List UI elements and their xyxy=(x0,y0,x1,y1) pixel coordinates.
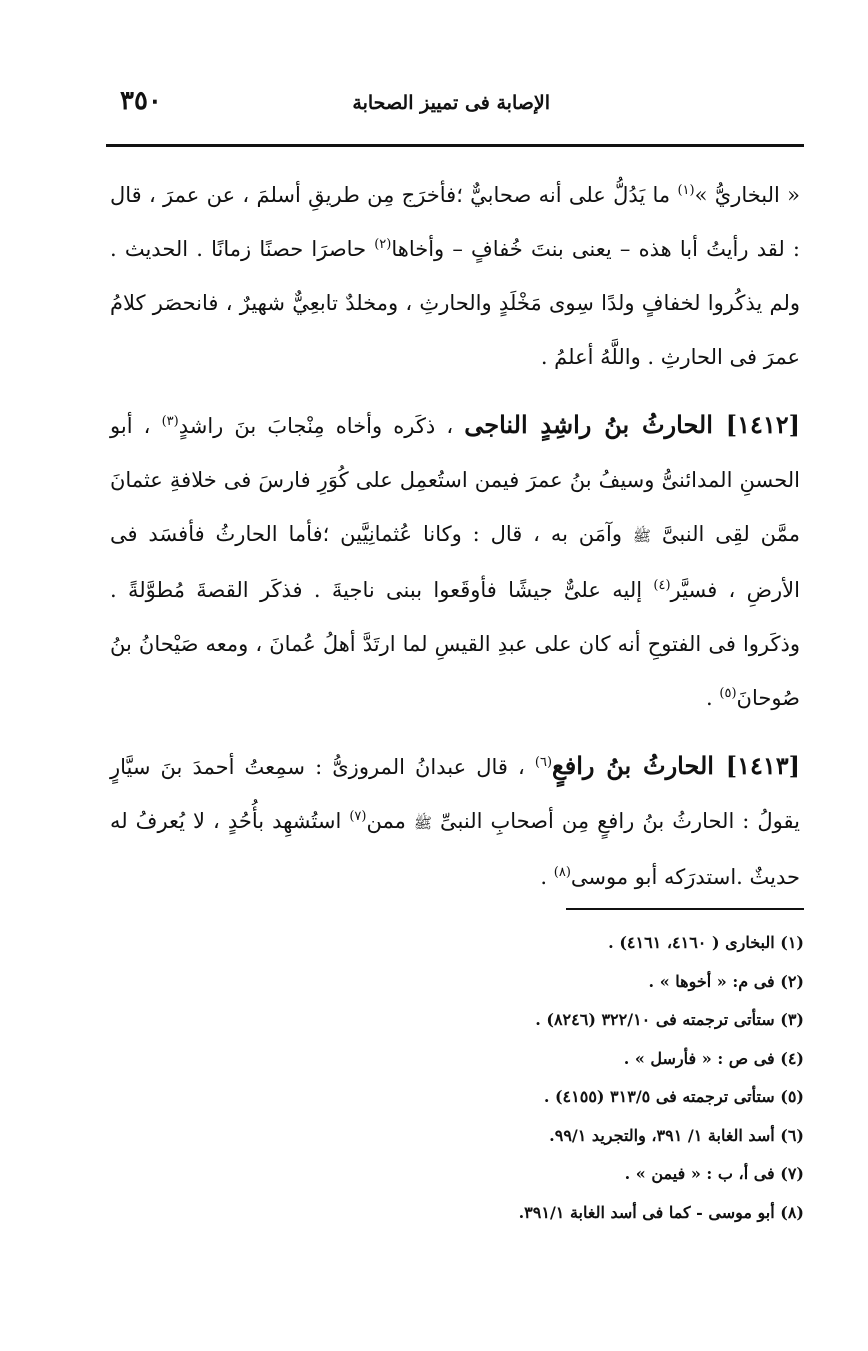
footnote-ref: (١) xyxy=(677,183,695,198)
text-run: ، قال عبدانُ المروزىُّ : سمِعتُ أحمدَ بنَ سيَّارٍ يقولُ : الحارثُ بنُ رافعٍ مِن أصحابِ النبىِّ xyxy=(110,755,800,833)
footnote-ref: (٤) xyxy=(653,578,671,593)
footnote-ref: (٥) xyxy=(719,686,737,701)
footnote-2: (٢) فى م: « أخوها » . xyxy=(648,971,804,991)
paragraph-gap xyxy=(110,384,800,398)
footnote-6: (٦) أسد الغابة ١/ ٣٩١، والتجريد ٩٩/١. xyxy=(549,1125,804,1145)
text-run: . xyxy=(540,865,554,889)
running-header xyxy=(110,80,800,130)
book-title: الإصابة فى تمييز الصحابة xyxy=(352,92,550,114)
footnotes xyxy=(300,924,804,1232)
text-run: . xyxy=(706,686,720,710)
paragraph-gap xyxy=(110,725,800,739)
salawat-glyph: ﷺ xyxy=(413,814,432,832)
footnote-3: (٣) ستأتى ترجمته فى ٣٢٢/١٠ (٨٢٤٦) . xyxy=(535,1010,804,1029)
text-run: وآمَن به ، قال : وكانا عُثمانِيَّين ؛فأما الحارثُ فأفسَد فى الأرضِ ، فسيَّر xyxy=(110,522,800,602)
text-run: إليه علىٌّ جيشًا فأوقَعوا ببنى ناجيةَ . فذكَر القصةَ مُطوَّلةً . وذكَروا فى الفتوحِ أنه كان على عبدِ القيسِ لما ارتَدَّ أهلُ عُمانَ ، ومعه صَيْحانُ بنُ صُوحانَ xyxy=(110,578,800,710)
text-run: ، أبو الحسنِ المدائنىُّ وسيفُ بنُ عمرَ فيمن استُعمِل على كُوَرِ فارسَ فى خلافةِ عثمانَ ممَّن لقِى النبىَّ xyxy=(110,414,800,546)
entry-1413 xyxy=(110,739,800,904)
footnote-8: (٨) أبو موسى - كما فى أسد الغابة ٣٩١/١. xyxy=(518,1202,804,1222)
footnote-5: (٥) ستأتى ترجمته فى ٣١٣/٥ (٤١٥٥) . xyxy=(543,1087,804,1106)
footnote-ref: (٨) xyxy=(553,865,571,880)
footnote-ref: (٢) xyxy=(374,237,392,252)
entry-heading: [١٤١٢] الحارثُ بنُ راشِدٍ الناجى xyxy=(464,410,800,439)
text-run: ممن xyxy=(366,809,414,833)
text-run: حاصرَا حصنًا زمانًا . الحديث . ولم يذكُروا لخفافٍ ولدًا سِوى مَخْلَدٍ والحارثِ ، ومخلدٌ تابعِيٌّ شهيرٌ ، فانحصَر كلامُ عمرَ فى الحارثِ . واللَّهُ أعلمُ . xyxy=(110,237,800,369)
text-run: « البخاريُّ » xyxy=(694,183,800,207)
footnote-ref: (٧) xyxy=(349,809,367,824)
footnote-1: (١) البخارى ( ٤١٦٠، ٤١٦١) . xyxy=(608,933,804,952)
paragraph-continuation xyxy=(110,168,800,384)
entry-heading: [١٤١٣] الحارثُ بنُ رافعٍ xyxy=(552,751,800,780)
entry-1412 xyxy=(110,398,800,725)
text-run: ، ذكَره وأخاه مِنْجابَ بنَ راشدٍ xyxy=(178,414,465,438)
page-number: ٣٥٠ xyxy=(120,86,162,116)
footnote-4: (٤) فى ص : « فأرسل » . xyxy=(623,1048,804,1068)
salawat-glyph: ﷺ xyxy=(632,527,652,545)
text-run: ما يَدُلُّ على أنه صحابيٌّ ؛فأخرَج مِن طريقِ أسلمَ ، عن عمرَ ، قال : لقد رأيتُ أبا هذه – يعنى بنتَ خُفافٍ – وأخاها xyxy=(110,183,800,261)
footnote-separator xyxy=(566,908,804,910)
header-rule xyxy=(106,144,804,147)
text-run: استُشهِد بأُحُدٍ ، لا يُعرفُ له حديثٌ .استدرَكه أبو موسى xyxy=(110,809,800,889)
body-text xyxy=(110,168,800,904)
footnote-7: (٧) فى أ، ب : « فيمن » . xyxy=(624,1164,804,1183)
footnote-ref: (٦) xyxy=(534,755,553,770)
footnote-ref: (٣) xyxy=(161,414,179,429)
